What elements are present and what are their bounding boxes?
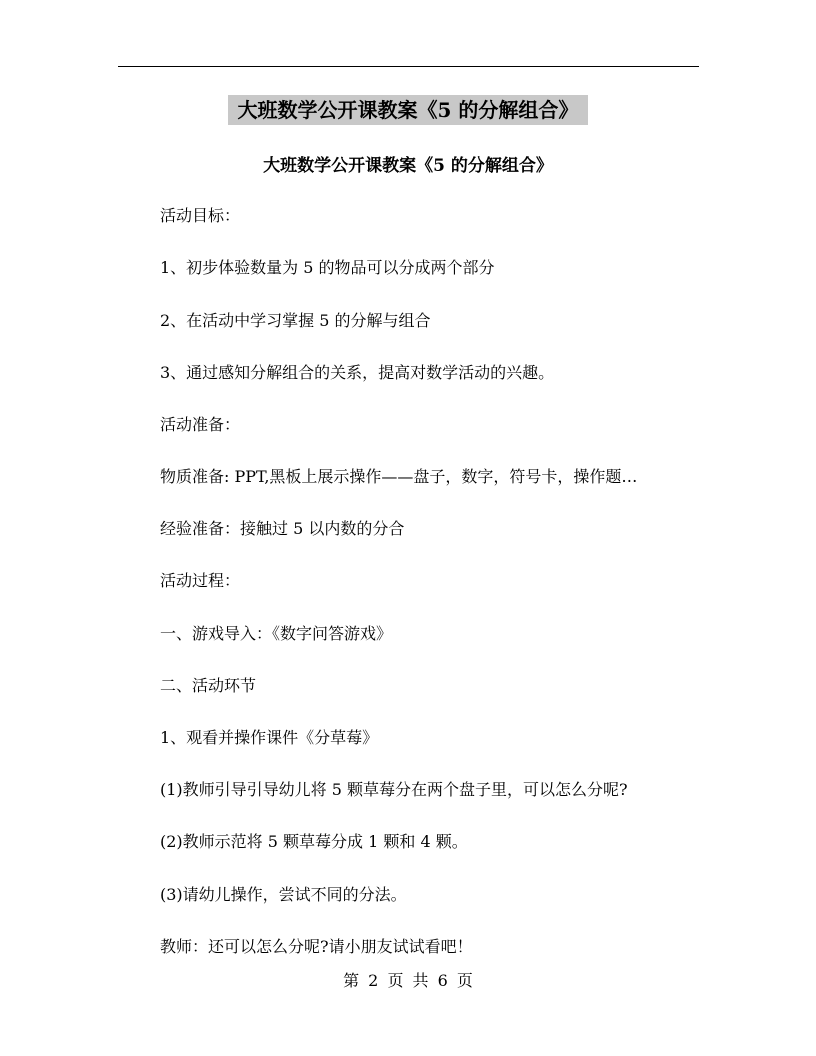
paragraph-activity-goals-heading: 活动目标： [160, 206, 241, 225]
paragraph-substep-1-2: (2)教师示范将 5 颗草莓分成 1 颗和 4 颗。 [160, 832, 468, 851]
paragraph-material-preparation: 物质准备: PPT,黑板上展示操作——盘子，数字，符号卡，操作题… [160, 467, 638, 486]
paragraph-step-2: 二、活动环节 [160, 676, 257, 695]
paragraph-process-heading: 活动过程： [160, 571, 241, 590]
page-number: 第 2 页 共 6 页 [343, 971, 473, 990]
paragraph-substep-1-3: (3)请幼儿操作，尝试不同的分法。 [160, 885, 407, 904]
paragraph-goal-2: 2、在活动中学习掌握 5 的分解与组合 [160, 311, 431, 330]
document-title: 大班数学公开课教案《5 的分解组合》 [263, 156, 553, 176]
header-title: 大班数学公开课教案《5 的分解组合》 [228, 95, 588, 125]
paragraph-substep-1-1: (1)教师引导引导幼儿将 5 颗草莓分在两个盘子里，可以怎么分呢? [160, 780, 628, 799]
paragraph-goal-1: 1、初步体验数量为 5 的物品可以分成两个部分 [160, 258, 495, 277]
paragraph-goal-3: 3、通过感知分解组合的关系，提高对数学活动的兴趣。 [160, 363, 555, 382]
paragraph-substep-1: 1、观看并操作课件《分草莓》 [160, 728, 379, 747]
paragraph-teacher-prompt: 教师：还可以怎么分呢?请小朋友试试看吧！ [160, 937, 473, 956]
paragraph-step-1: 一、游戏导入：《数字问答游戏》 [160, 624, 393, 643]
paragraph-preparation-heading: 活动准备： [160, 415, 241, 434]
paragraph-experience-preparation: 经验准备：接触过 5 以内数的分合 [160, 519, 405, 538]
header-rule [118, 66, 699, 67]
